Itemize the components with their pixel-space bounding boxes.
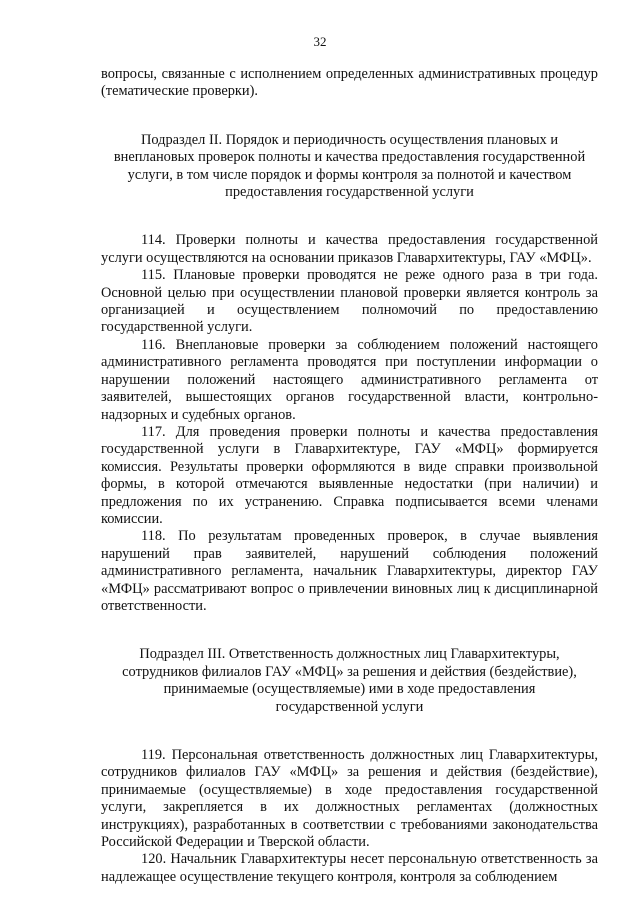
spacer	[101, 615, 598, 646]
page-number: 32	[313, 34, 327, 49]
spacer	[101, 716, 598, 747]
paragraph-120: 120. Начальник Главархитектуры несет персональную ответственность за надлежащее осуществление текущего контроля, контроля за соблюдением	[101, 851, 598, 885]
paragraph-117: 117. Для проведения проверки полноты и качества предоставления государственной услуги в Главархитектуре, ГАУ «МФЦ» формируется комиссия. Результаты проверки оформляются в виде справки произвольной формы, в которой отмечаются выявленные недостатки (при наличии) и предложения по их устранению. Справка подписывается всеми членами комиссии.	[101, 423, 598, 527]
subsection-3-heading: Подраздел III. Ответственность должностных лиц Главархитектуры, сотрудников филиалов ГАУ «МФЦ» за решения и действия (бездействие), принимаемые (осуществляемые) ими в ходе предоставления государственной услуги	[122, 646, 577, 715]
spacer	[101, 201, 598, 232]
paragraph-118: 118. По результатам проведенных проверок, в случае выявления нарушений прав заявителей, нарушений соблюдения положений административного регламента, начальник Главархитектуры, директор ГАУ «МФЦ» рассматривают вопрос о привлечении виновных лиц к дисциплинарной ответственности.	[101, 528, 598, 614]
spacer	[101, 101, 598, 132]
paragraph-119: 119. Персональная ответственность должностных лиц Главархитектуры, сотрудников филиалов ГАУ «МФЦ» за решения и действия (бездействие), принимаемые (осуществляемые) в ходе предоставления государственной услуги, закрепляется в их должностных регламентах (должностных инструкциях), разработанных в соответствии с требованиями законодательства Российской Федерации и Тверской области.	[101, 747, 598, 851]
document-body	[101, 66, 598, 886]
paragraph-116: 116. Внеплановые проверки за соблюдением положений настоящего административного регламента проводятся при поступлении информации о нарушении положений настоящего административного регламента от заявителей, вышестоящих органов государственной власти, контрольно-надзорных и судебных органов.	[101, 336, 598, 423]
paragraph-115: 115. Плановые проверки проводятся не реже одного раза в три года. Основной целью при осуществлении плановой проверки является контроль за организацией и осуществлением полномочий по предоставлению государственной услуги.	[101, 267, 598, 336]
intro-paragraph: вопросы, связанные с исполнением определенных административных процедур (тематические проверки).	[101, 66, 598, 100]
subsection-2-heading: Подраздел II. Порядок и периодичность осуществления плановых и внеплановых проверок полноты и качества предоставления государственной услуги, в том числе порядок и формы контроля за полнотой и качеством предоставления государственной услуги	[113, 131, 586, 201]
paragraph-114: 114. Проверки полноты и качества предоставления государственной услуги осуществляются на основании приказов Главархитектуры, ГАУ «МФЦ».	[101, 232, 598, 266]
